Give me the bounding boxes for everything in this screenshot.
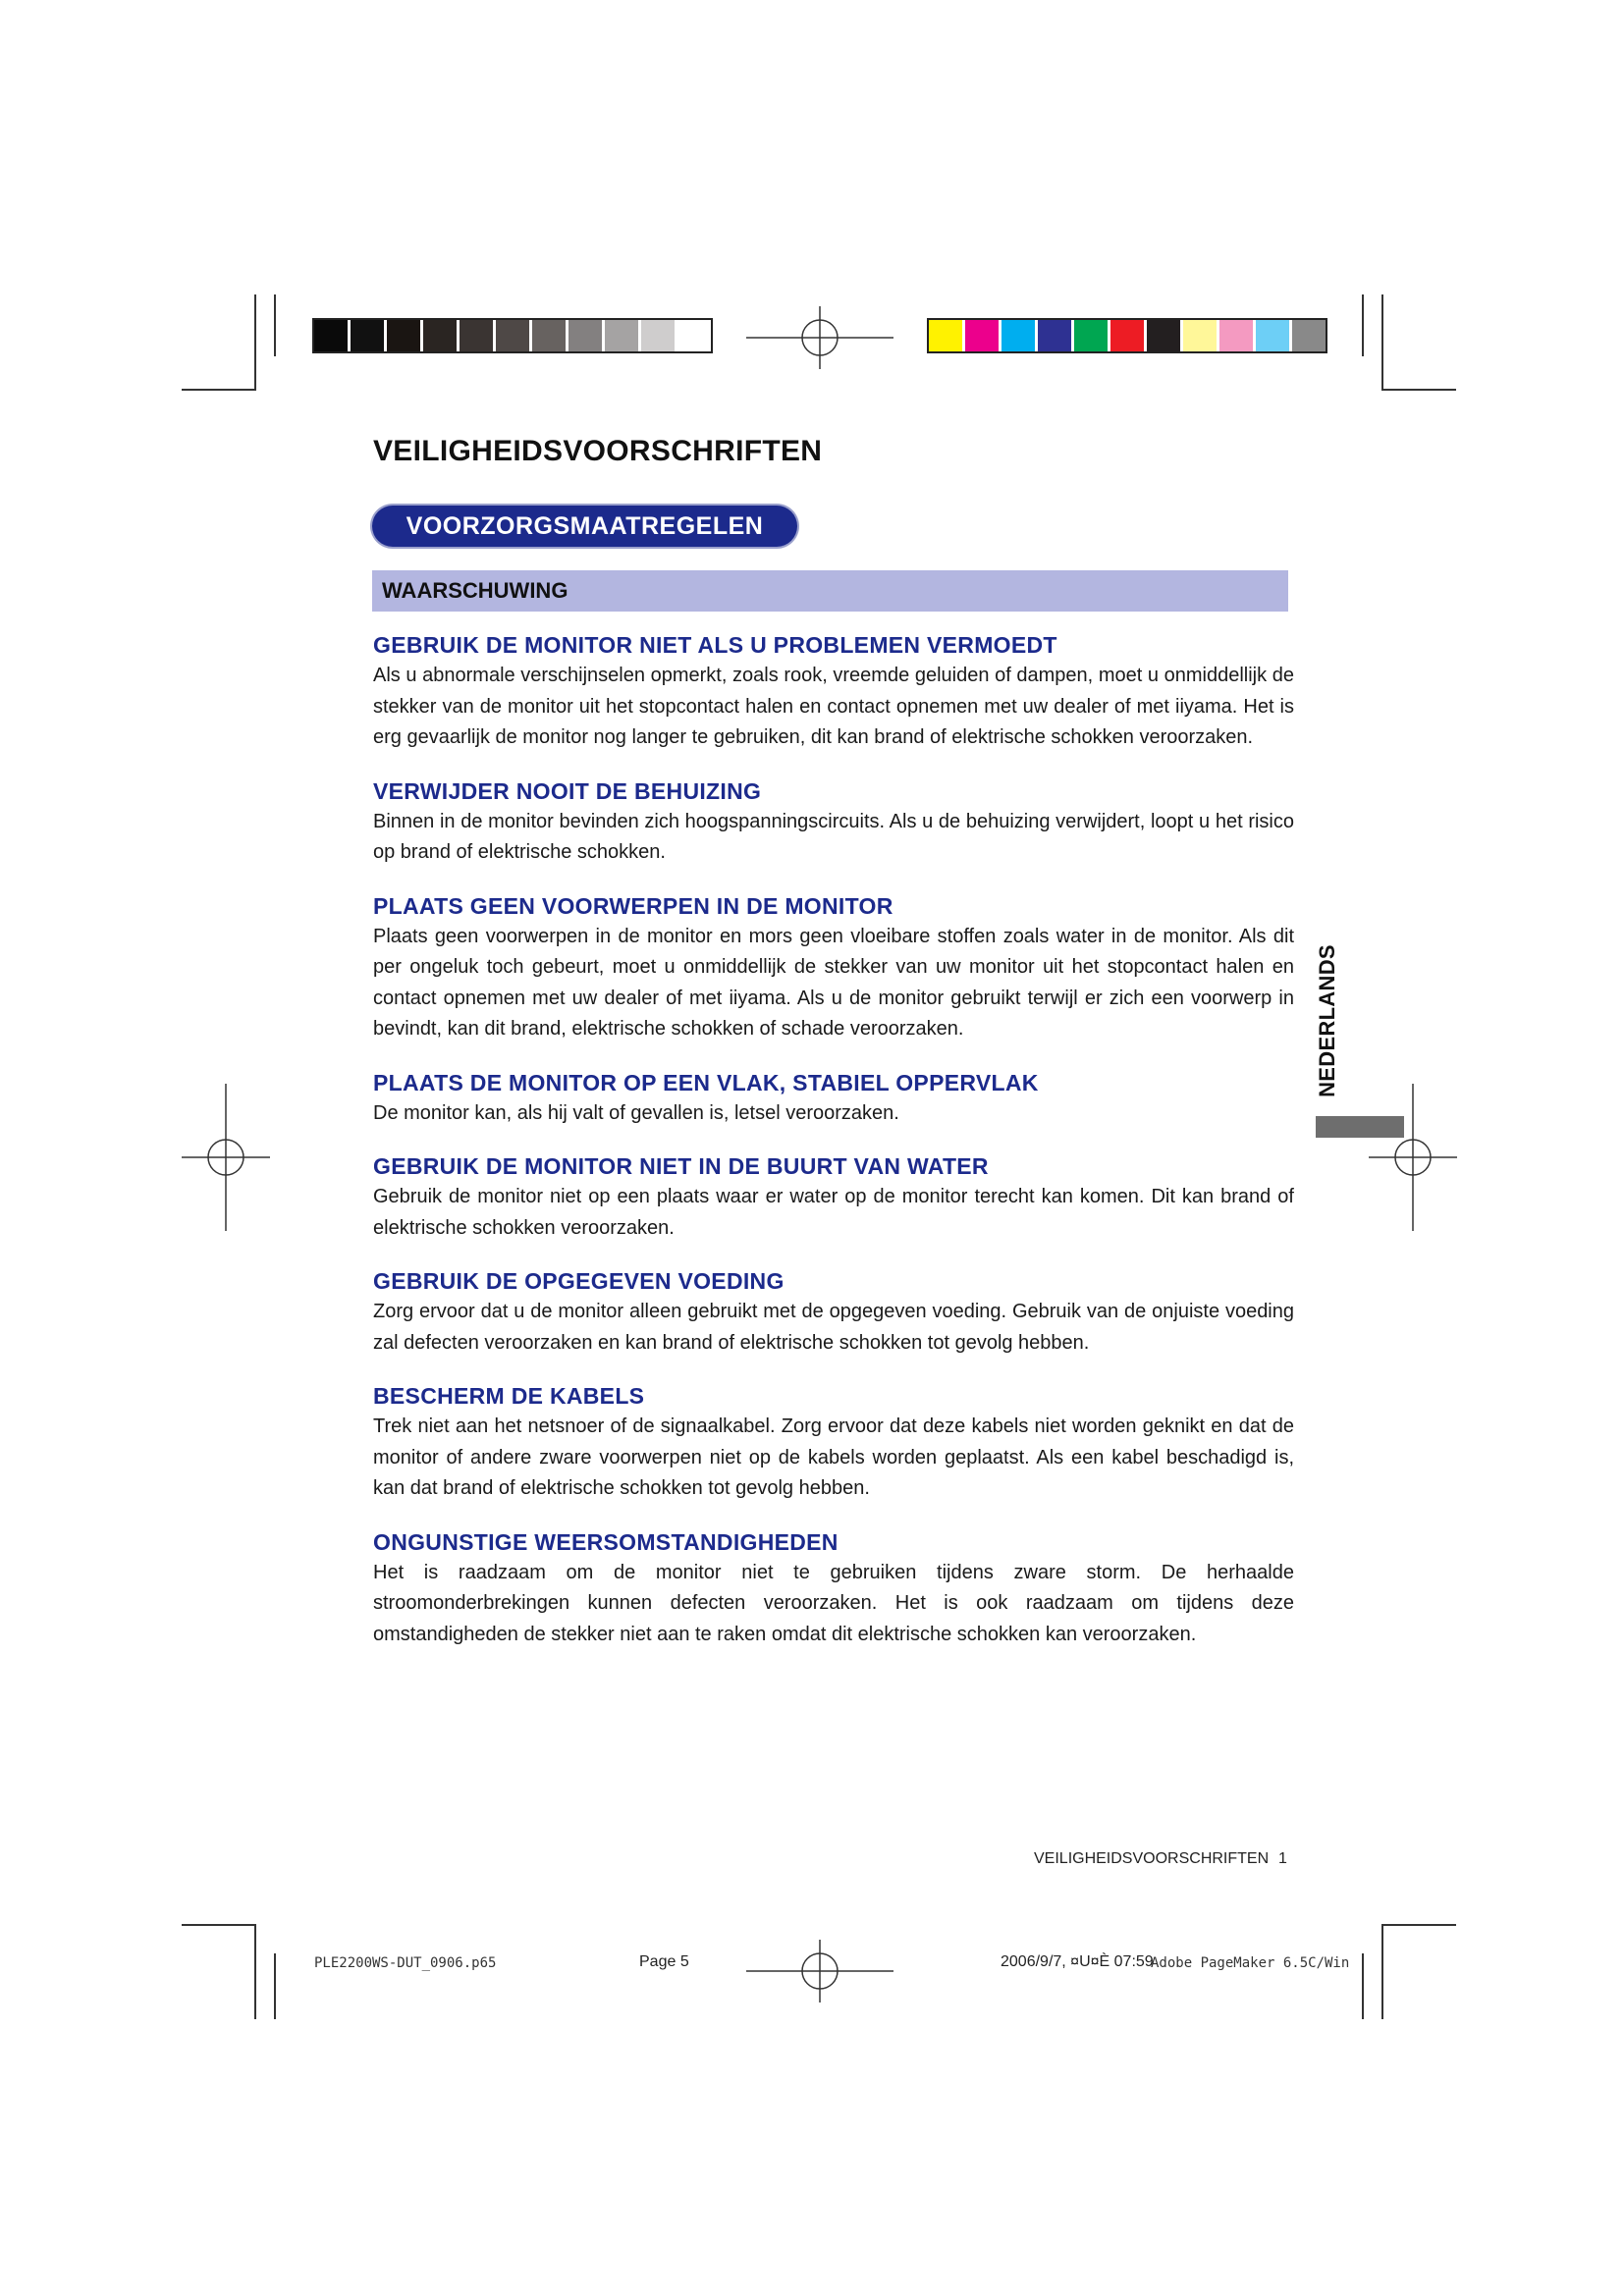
color-swatch xyxy=(1038,320,1074,351)
gray-swatch xyxy=(677,320,711,351)
section-item xyxy=(373,777,1294,869)
gray-swatch xyxy=(605,320,641,351)
side-tab-block xyxy=(1316,1116,1404,1138)
footer-title: VEILIGHEIDSVOORSCHRIFTEN xyxy=(1034,1850,1270,1867)
color-swatch xyxy=(1074,320,1110,351)
slug-date: 2006/9/7, ¤U¤È 07:59 xyxy=(1001,1953,1154,1970)
slug-filename: PLE2200WS-DUT_0906.p65 xyxy=(314,1955,497,1971)
gray-swatch xyxy=(532,320,568,351)
color-swatch xyxy=(1256,320,1292,351)
section-item xyxy=(373,1267,1294,1359)
registration-mark-top-icon xyxy=(746,306,893,369)
registration-mark-bottom-icon xyxy=(746,1940,893,2002)
section-title: PLAATS GEEN VOORWERPEN IN DE MONITOR xyxy=(373,892,893,919)
color-swatch xyxy=(965,320,1001,351)
gray-swatch xyxy=(496,320,532,351)
gray-swatch xyxy=(641,320,677,351)
section-item xyxy=(373,1528,1294,1651)
registration-mark-right-icon xyxy=(1369,1084,1457,1231)
color-swatch xyxy=(1292,320,1326,351)
section-item xyxy=(373,1152,1294,1244)
section-pill-heading: VOORZORGSMAATREGELEN xyxy=(372,506,797,547)
gray-color-bar xyxy=(312,318,713,353)
section-body: Het is raadzaam om de monitor niet te gebruiken tijdens zware storm. De herhaalde stroomonderbrekingen kunnen defecten veroorzaken. Het is ook raadzaam om tijdens deze omstandigheden de stekker niet aan te raken omdat dit elektrische schokken kan veroorzaken. xyxy=(373,1561,1294,1645)
color-swatch xyxy=(1219,320,1256,351)
section-title: GEBRUIK DE MONITOR NIET IN DE BUURT VAN WATER xyxy=(373,1153,989,1179)
color-swatch xyxy=(1183,320,1219,351)
section-title: GEBRUIK DE OPGEGEVEN VOEDING xyxy=(373,1268,785,1294)
footer-page-number: 1 xyxy=(1278,1850,1287,1867)
section-item xyxy=(373,631,1294,754)
side-language-tab xyxy=(1304,942,1351,1099)
slug-application: Adobe PageMaker 6.5C/Win xyxy=(1151,1955,1350,1971)
page-title: VEILIGHEIDSVOORSCHRIFTEN xyxy=(373,435,823,467)
gray-swatch xyxy=(423,320,460,351)
gray-swatch xyxy=(314,320,351,351)
section-item xyxy=(373,1382,1294,1505)
section-body: Trek niet aan het netsnoer of de signaalkabel. Zorg ervoor dat deze kabels niet worden geknikt en dat de monitor of andere zware voorwerpen niet op de kabels worden geplaatst. Als een kabel beschadigd is, kan dat brand of elektrische schokken tot gevolg hebben. xyxy=(373,1415,1294,1499)
warning-label: WAARSCHUWING xyxy=(382,578,568,603)
section-item xyxy=(373,892,1294,1045)
color-swatch xyxy=(1147,320,1183,351)
gray-swatch xyxy=(351,320,387,351)
section-title: PLAATS DE MONITOR OP EEN VLAK, STABIEL OPPERVLAK xyxy=(373,1069,1039,1095)
gray-swatch xyxy=(387,320,423,351)
warning-bar xyxy=(372,570,1288,612)
slug-page: Page 5 xyxy=(639,1953,689,1970)
registration-mark-left-icon xyxy=(182,1084,270,1231)
color-swatch xyxy=(1110,320,1147,351)
section-body: Binnen in de monitor bevinden zich hoogspanningscircuits. Als u de behuizing verwijdert, loopt u het risico op brand of elektrische schokken. xyxy=(373,810,1294,863)
gray-swatch xyxy=(568,320,605,351)
color-swatch xyxy=(1001,320,1038,351)
section-item xyxy=(373,1069,1294,1130)
section-body: Zorg ervoor dat u de monitor alleen gebruikt met de opgegeven voeding. Gebruik van de onjuiste voeding zal defecten veroorzaken en kan brand of elektrische schokken tot gevolg hebben. xyxy=(373,1301,1294,1354)
section-title: ONGUNSTIGE WEERSOMSTANDIGHEDEN xyxy=(373,1528,839,1555)
color-swatch xyxy=(929,320,965,351)
section-body: Plaats geen voorwerpen in de monitor en mors geen vloeibare stoffen zoals water in de monitor. Als dit per ongeluk toch gebeurt, moet u onmiddellijk de stekker van uw monitor uit het stopcontact halen en contact opnemen met uw dealer of met iiyama. Als u de monitor gebruikt terwijl er zich een voorwerp in bevindt, kan dit brand, elektrische schokken of schade veroorzaken. xyxy=(373,925,1294,1040)
section-title: BESCHERM DE KABELS xyxy=(373,1383,645,1409)
side-language-label: NEDERLANDS xyxy=(1315,944,1339,1097)
section-title: GEBRUIK DE MONITOR NIET ALS U PROBLEMEN VERMOEDT xyxy=(373,632,1057,658)
section-body: Gebruik de monitor niet op een plaats waar er water op de monitor terecht kan komen. Dit kan brand of elektrische schokken veroorzaken. xyxy=(373,1186,1294,1239)
section-body: De monitor kan, als hij valt of gevallen is, letsel veroorzaken. xyxy=(373,1101,899,1124)
section-body: Als u abnormale verschijnselen opmerkt, zoals rook, vreemde geluiden of dampen, moet u onmiddellijk de stekker van de monitor uit het stopcontact halen en contact opnemen met uw dealer of met iiyama. Het is erg gevaarlijk de monitor nog langer te gebruiken, dit kan brand of elektrische schokken veroorzaken. xyxy=(373,665,1294,748)
gray-swatch xyxy=(460,320,496,351)
process-color-bar xyxy=(927,318,1327,353)
content-sections xyxy=(373,631,1294,1674)
section-title: VERWIJDER NOOIT DE BEHUIZING xyxy=(373,777,762,804)
